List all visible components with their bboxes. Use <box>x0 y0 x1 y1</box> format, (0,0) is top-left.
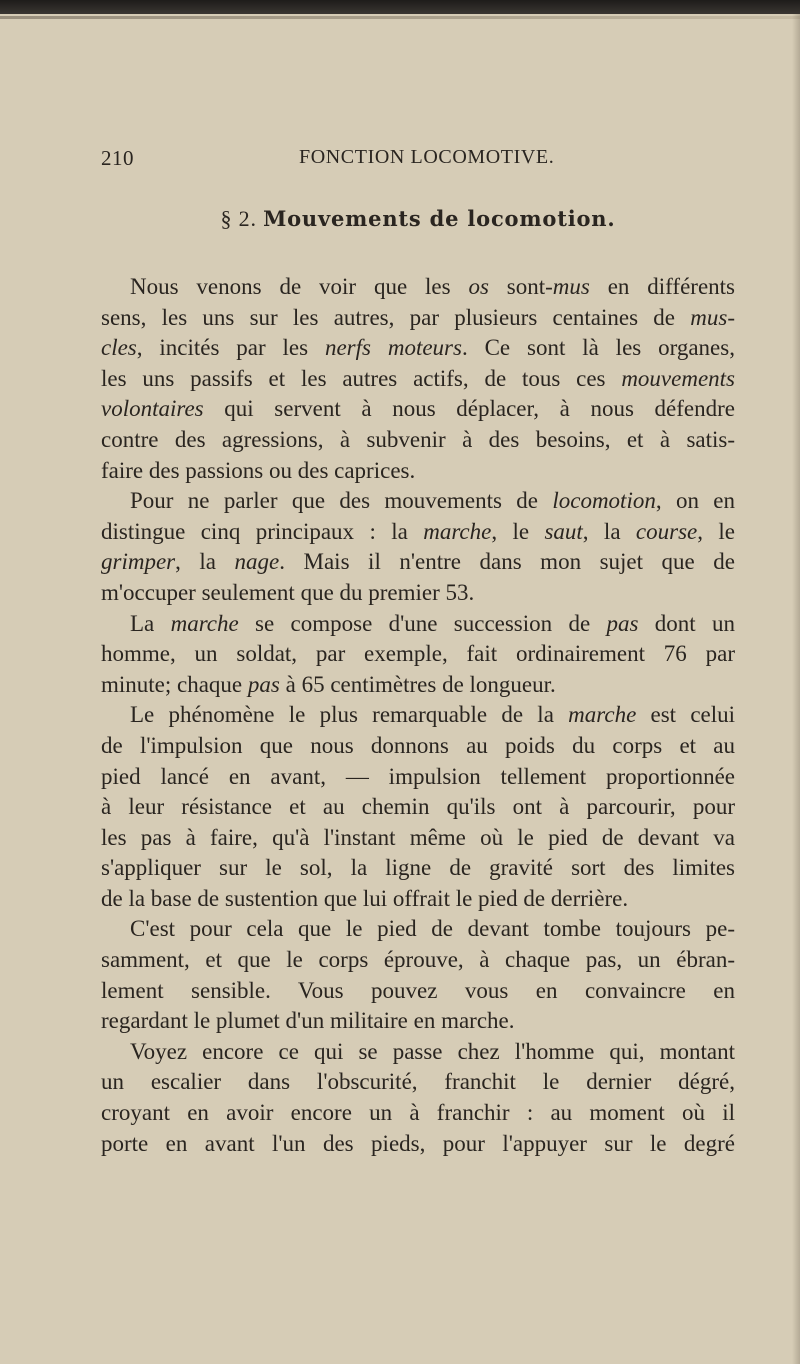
page-header <box>101 140 735 176</box>
text-run: s'appliquer sur le sol, la ligne de gravité sort des limites <box>101 855 735 881</box>
text-run: dont un <box>638 610 736 636</box>
italic-term: pas <box>247 671 280 697</box>
text-run: samment, et que le corps éprouve, à chaque pas, un ébran- <box>101 947 735 973</box>
text-run: les uns passifs et les autres actifs, de tous ces <box>101 365 622 391</box>
italic-term: locomotion <box>552 488 656 514</box>
text-run: à 65 centimètres de longueur. <box>279 671 556 697</box>
text-line <box>101 700 735 731</box>
text-run: minute; chaque <box>101 671 248 697</box>
italic-term: os <box>468 274 489 299</box>
text-run: en différents <box>589 274 735 299</box>
page-right-shadow <box>792 14 800 1364</box>
text-line <box>101 364 735 395</box>
scan-top-border <box>0 0 800 14</box>
text-line <box>101 517 735 548</box>
text-line <box>101 333 735 364</box>
text-line <box>101 853 735 884</box>
italic-term: marche <box>170 610 239 636</box>
italic-term: pas <box>606 610 639 636</box>
text-run: C'est pour cela que le pied de devant tombe toujours pe- <box>130 916 735 942</box>
section-title-text: Mouvements de locomotion. <box>263 206 616 231</box>
text-run: porte en avant l'un des pieds, pour l'appuyer sur le degré <box>101 1130 735 1156</box>
text-run: , incités par les <box>136 335 325 361</box>
text-line <box>101 303 735 334</box>
text-run: , le <box>491 518 545 544</box>
text-line <box>101 884 735 915</box>
italic-term: mouvements <box>621 365 735 391</box>
text-run: les pas à faire, qu'à l'instant même où le pied de devant va <box>101 824 735 850</box>
text-line <box>101 272 735 303</box>
italic-term: mus- <box>690 304 735 330</box>
text-line <box>101 976 735 1007</box>
text-run: m'occuper seulement que du premier 53. <box>101 579 475 605</box>
section-symbol: § 2. <box>220 206 257 231</box>
text-line <box>101 486 735 517</box>
italic-term: saut <box>544 518 583 544</box>
text-run: de l'impulsion que nous donnons au poids du corps et au <box>101 732 735 758</box>
text-line <box>101 914 735 945</box>
text-run: . Mais il n'entre dans mon sujet que de <box>279 549 735 575</box>
text-run: , on en <box>655 488 735 514</box>
italic-term: grimper <box>101 549 176 575</box>
text-run: regardant le plumet d'un militaire en marche. <box>101 1008 515 1034</box>
text-line <box>101 456 735 487</box>
book-page <box>101 140 735 1159</box>
running-head: FONCTION LOCOMOTIVE. <box>299 146 555 168</box>
text-line <box>101 1129 735 1160</box>
text-line <box>101 394 735 425</box>
text-run: sont- <box>488 274 553 299</box>
text-run: lement sensible. Vous pouvez vous en convaincre en <box>101 977 735 1003</box>
text-line <box>101 792 735 823</box>
text-line <box>101 639 735 670</box>
body-text <box>101 272 735 1159</box>
text-run: distingue cinq principaux : la <box>101 518 424 544</box>
text-run: homme, un soldat, par exemple, fait ordinairement 76 par <box>101 641 735 667</box>
text-run: un escalier dans l'obscurité, franchit le dernier dégré, <box>101 1069 735 1095</box>
italic-term: volontaires <box>101 396 204 422</box>
text-line <box>101 547 735 578</box>
text-run: à leur résistance et au chemin qu'ils ont à parcourir, pour <box>101 794 735 820</box>
text-run: La <box>130 610 171 636</box>
section-title <box>101 206 735 232</box>
text-line <box>101 762 735 793</box>
text-line <box>101 823 735 854</box>
text-run: faire des passions ou des caprices. <box>101 457 416 483</box>
text-line <box>101 1098 735 1129</box>
text-line <box>101 1006 735 1037</box>
text-run: croyant en avoir encore un à franchir : au moment où il <box>101 1100 735 1126</box>
text-run: qui servent à nous déplacer, à nous défendre <box>203 396 735 422</box>
italic-term: marche <box>423 518 492 544</box>
text-line <box>101 670 735 701</box>
text-run: , la <box>175 549 235 575</box>
text-run: pied lancé en avant, — impulsion tellement proportionnée <box>101 763 735 789</box>
text-line <box>101 578 735 609</box>
italic-term: nerfs moteurs <box>324 335 462 361</box>
text-run: est celui <box>636 702 736 728</box>
text-run: , le <box>697 518 735 544</box>
text-line <box>101 1067 735 1098</box>
text-run: . Ce sont là les organes, <box>461 335 735 361</box>
text-line <box>101 1037 735 1068</box>
italic-term: marche <box>568 702 637 728</box>
text-run: Pour ne parler que des mouvements de <box>130 488 553 514</box>
text-run: se compose d'une succession de <box>238 610 607 636</box>
italic-term: mus <box>552 274 590 299</box>
text-run: sens, les uns sur les autres, par plusieurs centaines de <box>101 304 691 330</box>
text-line <box>101 609 735 640</box>
page-top-rule <box>0 16 800 19</box>
text-run: , la <box>582 518 636 544</box>
text-run: Voyez encore ce qui se passe chez l'homme qui, montant <box>130 1038 735 1064</box>
text-line <box>101 945 735 976</box>
text-run: Nous venons de voir que les <box>130 274 469 299</box>
italic-term: nage <box>234 549 280 575</box>
italic-term: cles <box>101 335 137 361</box>
italic-term: course <box>635 518 698 544</box>
text-run: Le phénomène le plus remarquable de la <box>130 702 569 728</box>
text-line <box>101 425 735 456</box>
text-run: contre des agressions, à subvenir à des besoins, et à satis- <box>101 426 735 452</box>
text-line <box>101 731 735 762</box>
page-number: 210 <box>101 146 134 170</box>
text-run: de la base de sustention que lui offrait le pied de derrière. <box>101 885 629 911</box>
